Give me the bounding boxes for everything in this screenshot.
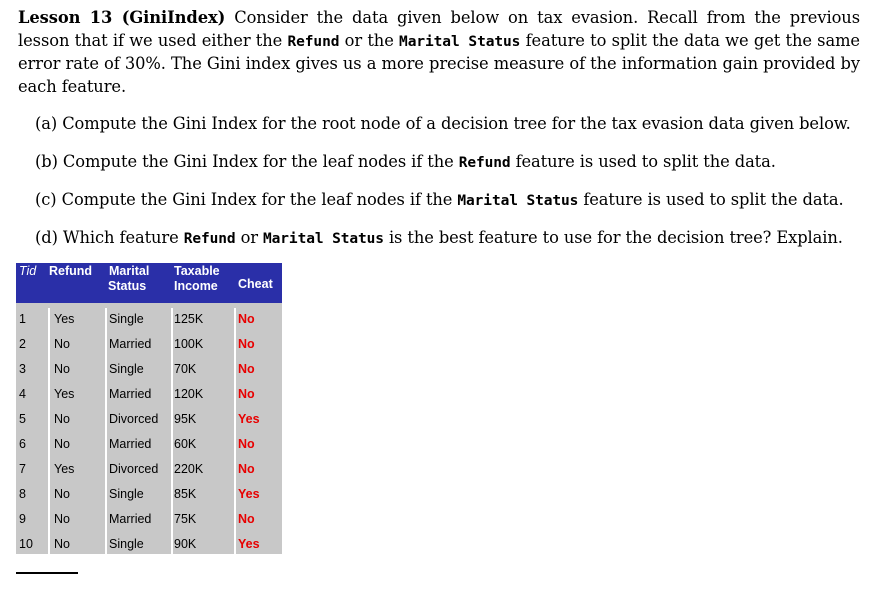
intro-text-3: feature to split the data we get the same error rate of 30%. The Gini index gives us a more precise measure of the information gain provided by each feature. [18,30,860,96]
cell-tid: 1 [19,312,26,326]
question-text: Which feature [62,228,184,247]
table-row [16,434,282,459]
table-row [16,334,282,359]
cell-marital-status: Single [109,487,144,501]
question-a [35,114,851,133]
cell-marital-status: Divorced [109,462,159,476]
header-marital-status [109,264,149,293]
header-marital-line1: Marital [109,264,150,278]
cell-marital-status: Single [109,362,144,376]
cell-marital-status: Married [109,512,152,526]
cell-marital-status: Single [109,312,144,326]
cell-refund: No [54,412,70,426]
cell-refund: Yes [54,312,75,326]
tax-evasion-table [16,263,282,554]
cell-refund: No [54,362,70,376]
cell-tid: 3 [19,362,26,376]
cell-taxable-income: 95K [174,412,197,426]
question-text: Compute the Gini Index for the root node of a decision tree for the tax evasion data given below. [62,114,851,133]
cell-cheat: Yes [238,412,260,426]
header-taxable-line2: Income [174,278,218,293]
cell-tid: 2 [19,337,26,351]
question-d [35,228,843,247]
question-label: (a) [35,114,58,133]
cell-tid: 9 [19,512,26,526]
header-marital-line2: Status [108,278,147,293]
question-text: is the best feature to use for the decision tree? Explain. [383,228,843,247]
question-code: Marital Status [457,193,579,209]
cell-tid: 5 [19,412,26,426]
cell-tid: 10 [19,537,33,551]
lesson-intro-paragraph [18,7,860,98]
cell-marital-status: Divorced [109,412,159,426]
cell-cheat: Yes [238,487,260,501]
cell-marital-status: Married [109,387,152,401]
header-tid: Tid [19,264,37,278]
cell-marital-status: Married [109,337,152,351]
question-c [35,190,844,209]
question-code: Refund [458,155,511,171]
cell-taxable-income: 100K [174,337,204,351]
cell-cheat: No [238,512,255,526]
question-text: feature is used to split the data. [510,152,776,171]
cell-refund: Yes [54,387,75,401]
question-code: Marital Status [263,231,384,247]
table-row [16,384,282,409]
cell-cheat: No [238,437,255,451]
cell-refund: No [54,437,70,451]
cell-taxable-income: 75K [174,512,197,526]
cell-taxable-income: 70K [174,362,197,376]
question-code: Refund [183,231,236,247]
cell-taxable-income: 125K [174,312,204,326]
question-text: Compute the Gini Index for the leaf nodes if the [62,152,459,171]
table-row [16,459,282,484]
question-text: feature is used to split the data. [578,190,844,209]
cell-refund: No [54,512,70,526]
cell-cheat: No [238,362,255,376]
footnote-rule [16,572,78,574]
cell-cheat: No [238,312,255,326]
header-cheat: Cheat [238,277,273,291]
table-row [16,484,282,509]
cell-marital-status: Married [109,437,152,451]
header-refund: Refund [49,264,93,278]
cell-tid: 8 [19,487,26,501]
question-b [35,152,776,171]
cell-tid: 4 [19,387,26,401]
question-text: or [235,228,264,247]
header-taxable-line1: Taxable [174,264,220,278]
table-row [16,534,282,559]
intro-code-marital-status: Marital Status [399,33,521,50]
cell-taxable-income: 120K [174,387,204,401]
cell-taxable-income: 90K [174,537,197,551]
cell-taxable-income: 85K [174,487,197,501]
question-label: (d) [35,228,58,247]
table-row [16,309,282,334]
intro-text-2: or the [339,30,400,50]
cell-tid: 7 [19,462,26,476]
cell-refund: Yes [54,462,75,476]
lesson-title: Lesson 13 (GiniIndex) [18,8,226,27]
intro-text-1: Consider the data given below on tax evasion. Recall from the previous lesson that if we used either the [18,8,860,50]
cell-taxable-income: 220K [174,462,204,476]
cell-refund: No [54,487,70,501]
table-header [16,263,282,303]
table-row [16,509,282,534]
cell-cheat: No [238,387,255,401]
cell-tid: 6 [19,437,26,451]
table-row [16,409,282,434]
question-label: (c) [35,190,57,209]
cell-cheat: Yes [238,537,260,551]
cell-cheat: No [238,337,255,351]
cell-taxable-income: 60K [174,437,197,451]
question-label: (b) [35,152,58,171]
table-row [16,359,282,384]
question-text: Compute the Gini Index for the leaf nodes if the [61,190,458,209]
cell-cheat: No [238,462,255,476]
intro-code-refund: Refund [287,33,340,50]
cell-marital-status: Single [109,537,144,551]
cell-refund: No [54,537,70,551]
header-taxable-income [174,264,220,293]
cell-refund: No [54,337,70,351]
